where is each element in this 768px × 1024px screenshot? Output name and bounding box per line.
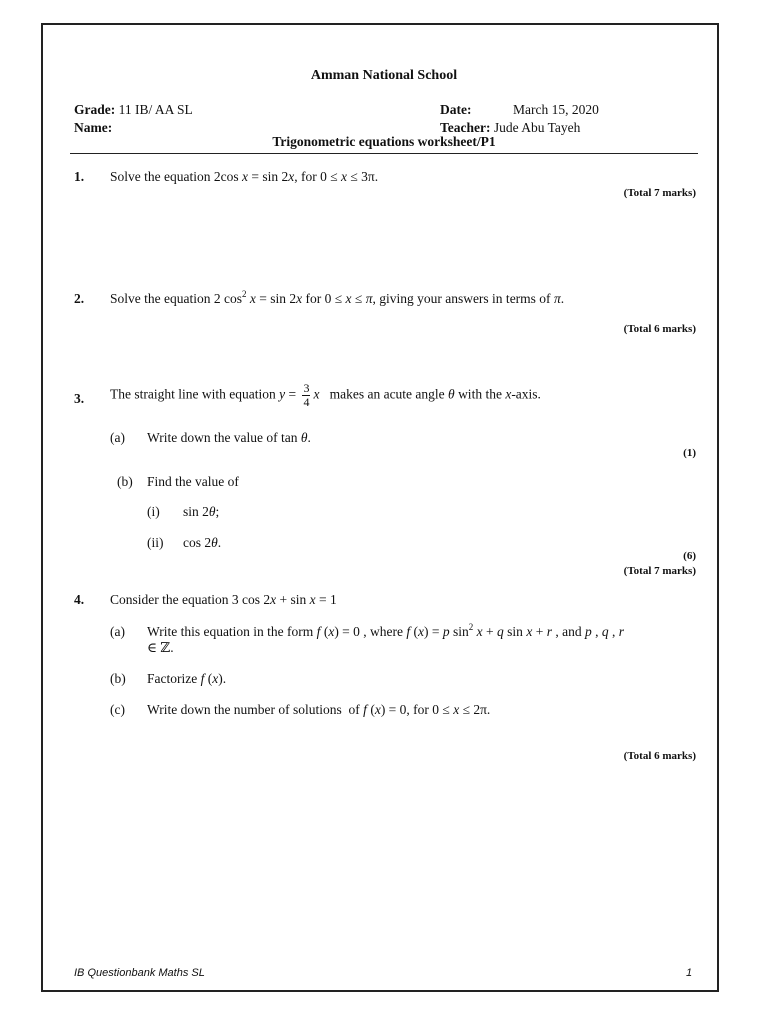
teacher-label: Teacher:: [440, 120, 491, 135]
q3a-marks: (1): [683, 447, 696, 459]
grade-row: [74, 102, 193, 118]
q2-text: Solve the equation 2 $\cos^2 x = \sin 2x$ for 0 ≤ x ≤ π, giving your answers in terms of π.: [110, 289, 565, 306]
q3a-text: Write down the value of tan θ.: [147, 430, 311, 445]
worksheet-title: Trigonometric equations worksheet/P1: [272, 134, 496, 149]
q4c-label: (c): [110, 702, 125, 717]
q4b-text: Factorize f (x).: [147, 671, 227, 686]
q1-number: 1.: [74, 169, 85, 184]
q1-marks: (Total 7 marks): [623, 187, 696, 199]
q1-text: Solve the equation 2cos x = sin 2x, for 0 ≤ x ≤ 3π.: [110, 169, 379, 184]
q3-total-marks: (Total 7 marks): [623, 565, 696, 577]
footer-source: IB Questionbank Maths SL: [74, 967, 205, 979]
school-name: Amman National School: [310, 68, 458, 83]
name-label: Name:: [74, 120, 113, 135]
q4-marks: (Total 6 marks): [623, 750, 696, 762]
grade-label: Grade:: [74, 102, 116, 117]
date-value: March 15, 2020: [513, 102, 599, 117]
three-quarters-fraction: $\frac{3}{4}$: [303, 381, 310, 409]
q3b-label: (b): [117, 474, 133, 489]
q3-number: 3.: [74, 391, 85, 406]
q4-text: Consider the equation 3 cos 2x + sin x = 1: [110, 592, 337, 607]
q3bii-label: (ii): [147, 535, 164, 550]
q2-number: 2.: [74, 291, 85, 306]
q4b-label: (b): [110, 671, 126, 686]
page-number: 1: [686, 967, 693, 979]
q4a-text: Write this equation in the form f (x) = 0 , where f (x) = p $\sin^2 x + q$ sin x + r , and p , q , r: [147, 622, 624, 639]
q4-number: 4.: [74, 592, 85, 607]
q3b-marks: (6): [683, 550, 696, 562]
q3a-label: (a): [110, 430, 125, 445]
q3bi-label: (i): [147, 504, 160, 519]
q4a-text-cont: ∈ ℤ.: [147, 640, 174, 655]
q3bi-text: sin 2θ;: [183, 504, 220, 519]
title-rule: [70, 153, 698, 154]
q3-text: The straight line with equation y = $\frac{3}{4}$ x makes an acute angle θ with the x-axis.: [110, 381, 541, 409]
grade-value: 11 IB/ AA SL: [118, 102, 193, 117]
q3b-text: Find the value of: [147, 474, 239, 489]
date-label: Date:: [440, 102, 472, 117]
q2-marks: (Total 6 marks): [623, 323, 696, 335]
q4a-label: (a): [110, 624, 125, 639]
q4c-text: Write down the number of solutions of f (x) = 0, for 0 ≤ x ≤ 2π.: [147, 702, 491, 717]
teacher-value: Jude Abu Tayeh: [493, 120, 581, 135]
q3bii-text: cos 2θ.: [183, 535, 222, 550]
